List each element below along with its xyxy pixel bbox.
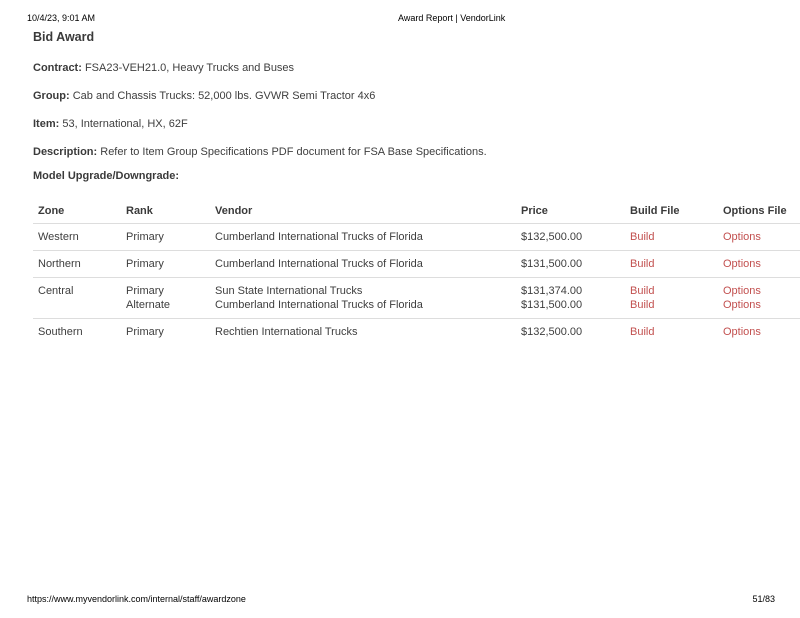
print-header-title: Award Report | VendorLink — [398, 13, 506, 23]
field-item-value: 53, International, HX, 62F — [62, 118, 188, 130]
vendor-cell — [210, 224, 516, 251]
price-value: $131,500.00 — [521, 299, 583, 311]
rank-value: Primary — [126, 326, 164, 338]
price-value: $131,500.00 — [521, 258, 583, 270]
column-header-build-file: Build File — [625, 198, 718, 224]
price-cell — [516, 224, 625, 251]
options-file-line — [723, 230, 800, 244]
vendor-value: Sun State International Trucks — [215, 285, 363, 297]
zone-cell — [33, 224, 121, 251]
field-model-upgrade-label: Model Upgrade/Downgrade: — [33, 170, 180, 182]
price-value: $132,500.00 — [521, 231, 583, 243]
field-group — [33, 90, 767, 103]
price-cell — [516, 319, 625, 346]
build-file-line — [630, 325, 713, 339]
options-file-link[interactable]: Options — [723, 258, 761, 270]
field-description-label: Description: — [33, 146, 98, 158]
zone-value: Central — [38, 285, 74, 297]
print-header-datetime: 10/4/23, 9:01 AM — [27, 13, 96, 23]
award-table — [33, 198, 800, 345]
column-header-rank: Rank — [121, 198, 210, 224]
options-file-link[interactable]: Options — [723, 285, 761, 297]
field-contract-label: Contract: — [33, 62, 82, 74]
rank-value: Alternate — [126, 299, 171, 311]
column-header-options-file: Options File — [718, 198, 800, 224]
build-file-link[interactable]: Build — [630, 258, 655, 270]
build-file-line — [630, 298, 713, 312]
print-footer-page-number: 51/83 — [752, 594, 775, 604]
field-description-value: Refer to Item Group Specifications PDF document for FSA Base Specifications. — [100, 146, 487, 158]
zone-value: Northern — [38, 258, 81, 270]
rank-cell — [121, 319, 210, 346]
price-value: $131,374.00 — [521, 285, 583, 297]
build-file-line — [630, 284, 713, 298]
table-row-northern — [33, 251, 800, 278]
zone-cell — [33, 251, 121, 278]
options-file-line — [723, 298, 800, 312]
column-header-zone: Zone — [33, 198, 121, 224]
vendor-value: Cumberland International Trucks of Florida — [215, 299, 423, 311]
options-file-link[interactable]: Options — [723, 299, 761, 311]
options-file-line — [723, 284, 800, 298]
page-title: Bid Award — [33, 30, 95, 44]
rank-cell — [121, 278, 210, 319]
options-cell — [718, 319, 800, 346]
zone-cell — [33, 278, 121, 319]
rank-cell — [121, 251, 210, 278]
field-group-label: Group: — [33, 90, 70, 102]
vendor-value: Cumberland International Trucks of Florida — [215, 231, 423, 243]
report-content — [33, 30, 787, 345]
build-file-line — [630, 230, 713, 244]
build-file-line — [630, 257, 713, 271]
field-contract-value: FSA23-VEH21.0, Heavy Trucks and Buses — [84, 62, 295, 74]
award-table-body — [33, 224, 800, 346]
table-row-central — [33, 278, 800, 319]
price-cell — [516, 251, 625, 278]
options-cell — [718, 251, 800, 278]
options-cell — [718, 278, 800, 319]
options-cell — [718, 224, 800, 251]
price-value: $132,500.00 — [521, 326, 583, 338]
rank-cell — [121, 224, 210, 251]
table-row-southern — [33, 319, 800, 346]
rank-value: Primary — [126, 285, 164, 297]
field-contract — [33, 62, 767, 75]
zone-value: Western — [38, 231, 79, 243]
rank-value: Primary — [126, 258, 164, 270]
vendor-cell — [210, 251, 516, 278]
build-cell — [625, 319, 718, 346]
build-file-link[interactable]: Build — [630, 326, 655, 338]
build-cell — [625, 224, 718, 251]
build-file-link[interactable]: Build — [630, 231, 655, 243]
field-description — [33, 146, 767, 159]
print-footer-url: https://www.myvendorlink.com/internal/staff/awardzone — [27, 594, 246, 604]
award-table-head-row — [33, 198, 800, 224]
build-cell — [625, 251, 718, 278]
vendor-cell — [210, 278, 516, 319]
vendor-value: Rechtien International Trucks — [215, 326, 358, 338]
options-file-link[interactable]: Options — [723, 231, 761, 243]
field-group-value: Cab and Chassis Trucks: 52,000 lbs. GVWR Semi Tractor 4x6 — [72, 90, 376, 102]
field-model-upgrade — [33, 170, 767, 183]
table-row-western — [33, 224, 800, 251]
column-header-vendor: Vendor — [210, 198, 516, 224]
build-file-link[interactable]: Build — [630, 299, 655, 311]
vendor-value: Cumberland International Trucks of Florida — [215, 258, 423, 270]
rank-value: Primary — [126, 231, 164, 243]
zone-value: Southern — [38, 326, 83, 338]
zone-cell — [33, 319, 121, 346]
build-file-link[interactable]: Build — [630, 285, 655, 297]
price-cell — [516, 278, 625, 319]
build-cell — [625, 278, 718, 319]
field-item — [33, 118, 767, 131]
field-item-label: Item: — [33, 118, 60, 130]
options-file-link[interactable]: Options — [723, 326, 761, 338]
column-header-price: Price — [516, 198, 625, 224]
options-file-line — [723, 325, 800, 339]
vendor-cell — [210, 319, 516, 346]
options-file-line — [723, 257, 800, 271]
